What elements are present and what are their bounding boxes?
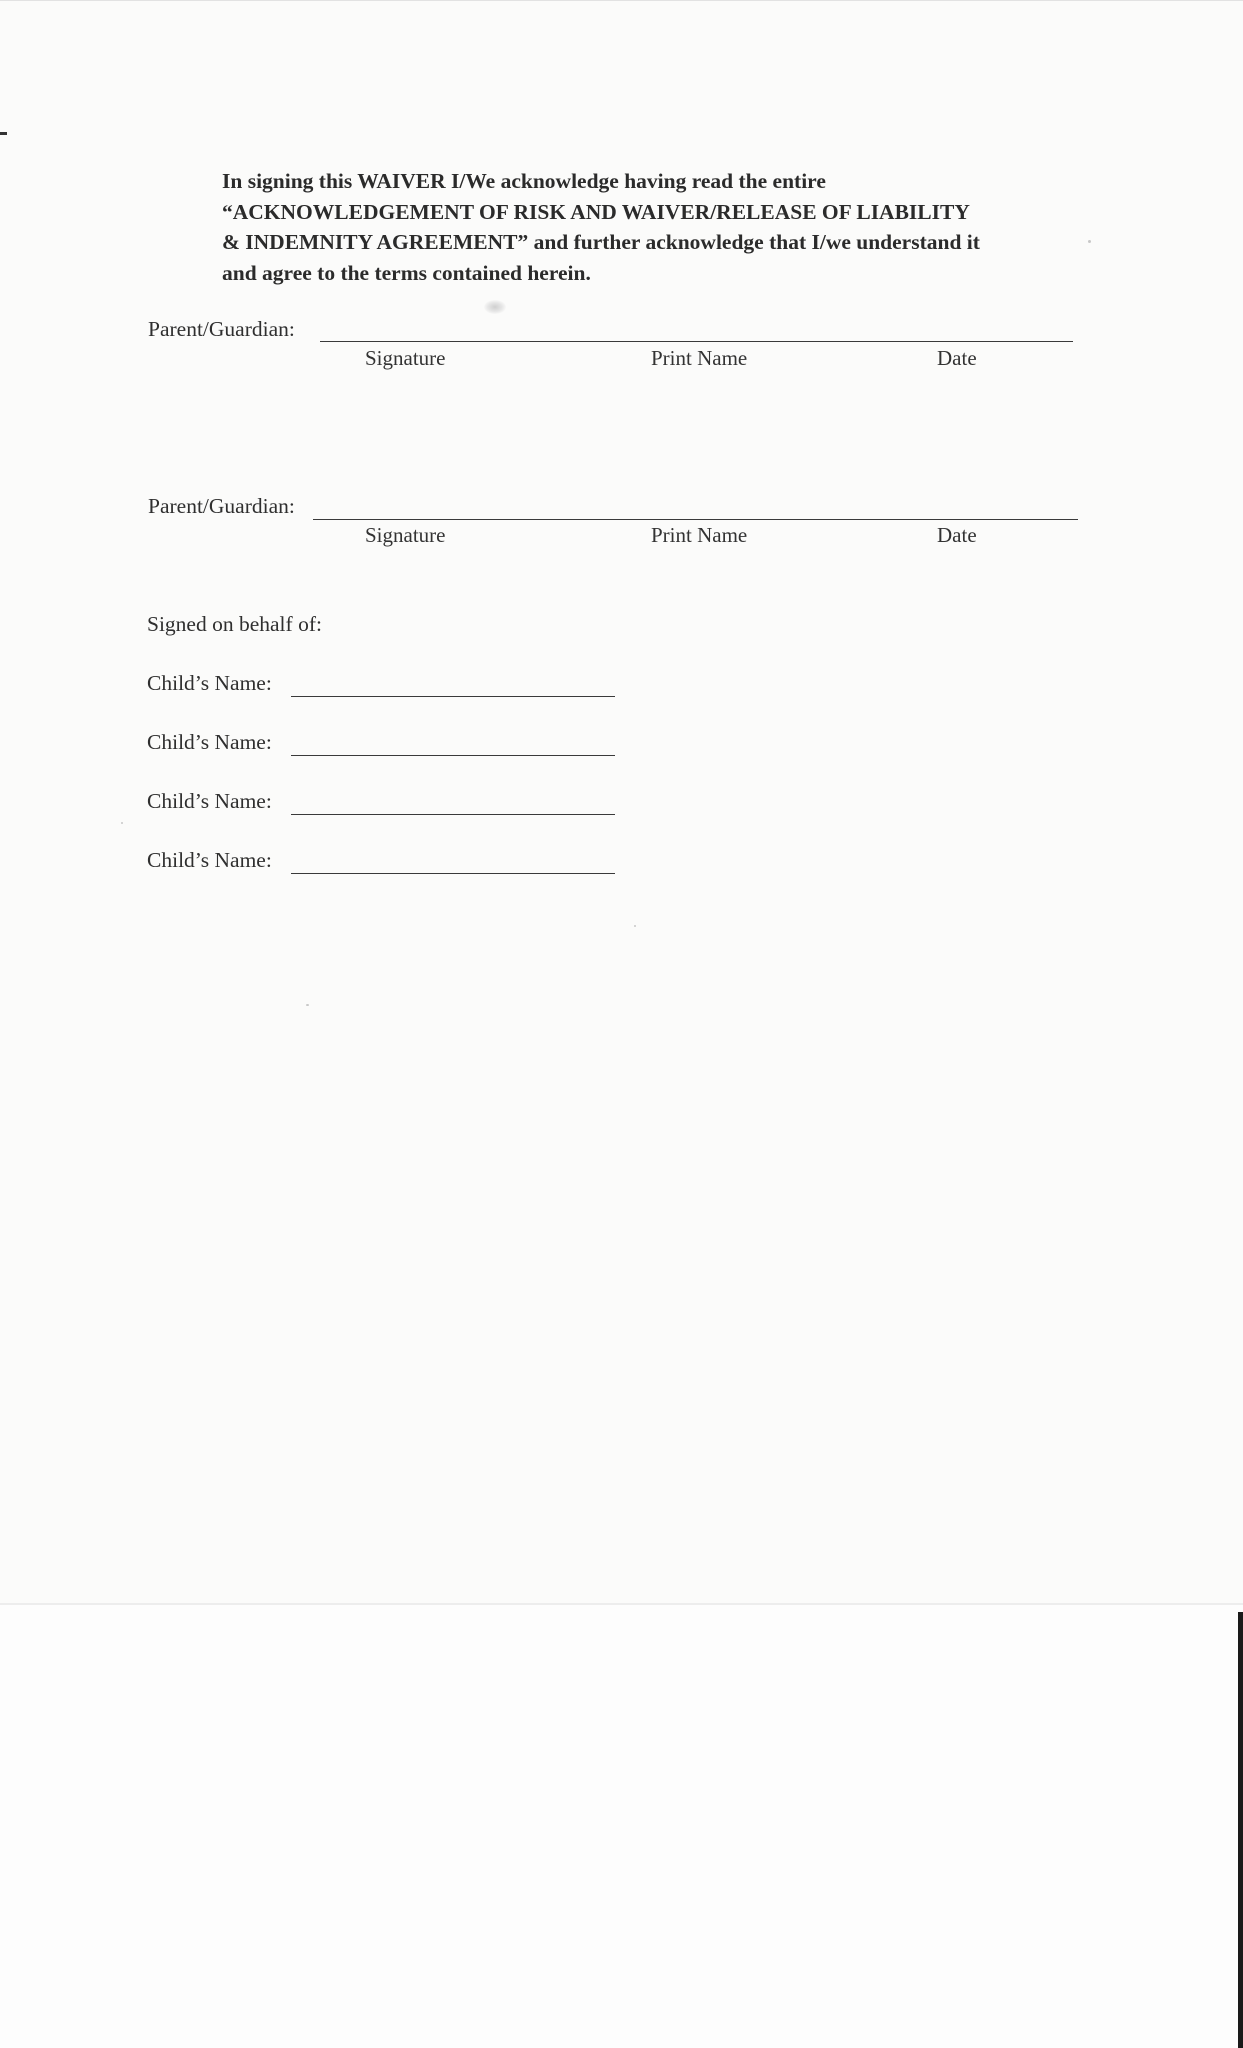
parent-guardian-label: Parent/Guardian:	[148, 494, 295, 518]
child-name-line[interactable]	[291, 814, 615, 815]
child-name-line[interactable]	[291, 873, 615, 874]
parent-guardian-label: Parent/Guardian:	[148, 317, 295, 341]
signature-caption: Signature	[365, 523, 446, 547]
print-name-caption: Print Name	[651, 523, 748, 547]
child-name-label: Child’s Name:	[147, 848, 272, 872]
scan-edge-shadow	[1238, 1612, 1243, 2048]
sheet-edge	[0, 1603, 1243, 1605]
scan-speck	[306, 1004, 309, 1006]
parent-guardian-signature-line[interactable]	[313, 519, 1078, 520]
scan-speck	[634, 925, 636, 927]
ink-smudge	[484, 300, 506, 314]
acknowledgement-line: & INDEMNITY AGREEMENT” and further acknowledge that I/we understand it	[222, 230, 980, 254]
child-name-label: Child’s Name:	[147, 730, 272, 754]
date-caption: Date	[937, 346, 977, 370]
child-name-line[interactable]	[291, 755, 615, 756]
scan-speck	[121, 822, 123, 824]
child-name-label: Child’s Name:	[147, 671, 272, 695]
print-name-caption: Print Name	[651, 346, 748, 370]
acknowledgement-line: In signing this WAIVER I/We acknowledge having read the entire	[222, 169, 826, 193]
scan-edge-mark	[0, 132, 7, 135]
child-name-line[interactable]	[291, 696, 615, 697]
child-name-label: Child’s Name:	[147, 789, 272, 813]
waiver-acknowledgement	[222, 166, 1102, 288]
signature-caption: Signature	[365, 346, 446, 370]
acknowledgement-line: and agree to the terms contained herein.	[222, 260, 591, 285]
signed-on-behalf-label: Signed on behalf of:	[147, 612, 322, 636]
parent-guardian-signature-line[interactable]	[320, 341, 1073, 342]
date-caption: Date	[937, 523, 977, 547]
acknowledgement-line: “ACKNOWLEDGEMENT OF RISK AND WAIVER/RELEASE OF LIABILITY	[222, 199, 970, 224]
